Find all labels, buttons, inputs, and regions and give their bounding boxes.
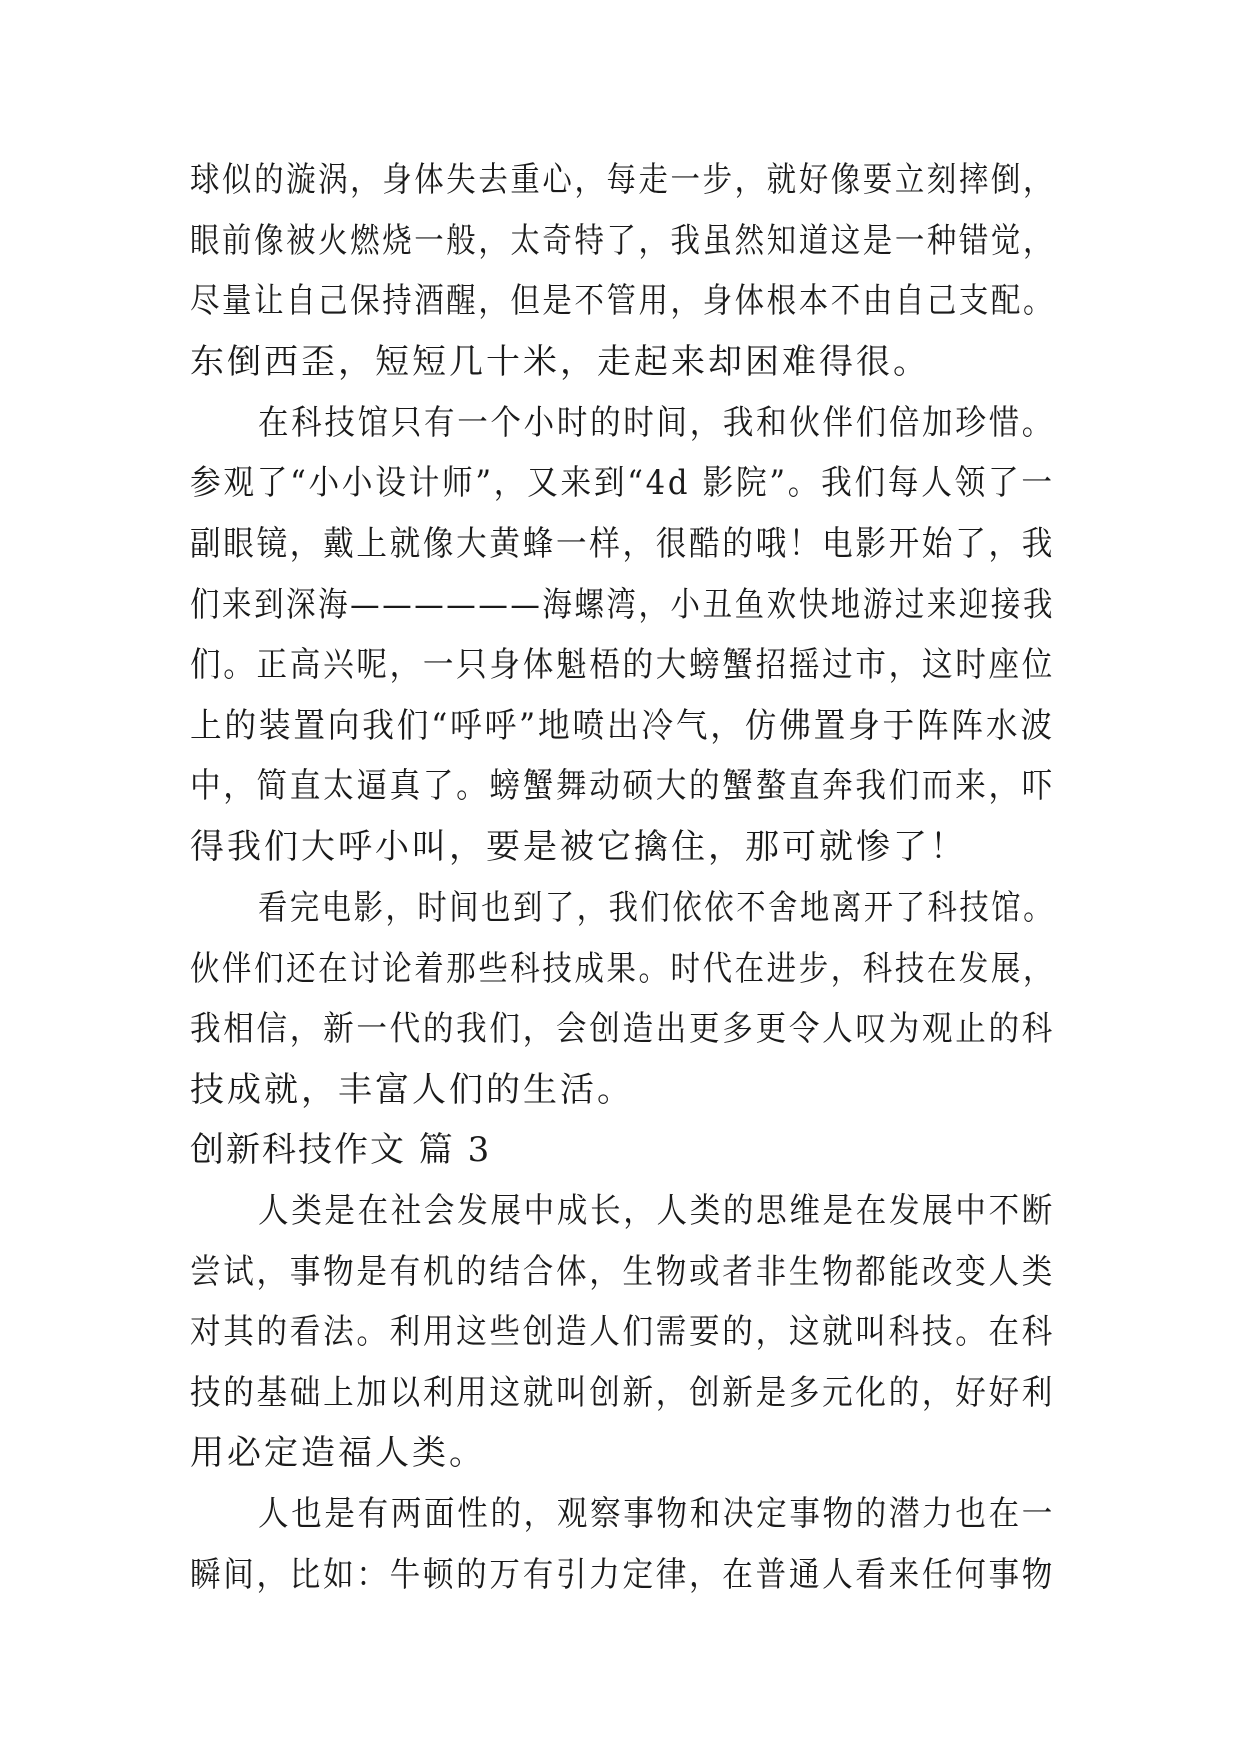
text-line: 眼前像被火燃烧一般，太奇特了，我虽然知道这是一种错觉， bbox=[190, 221, 1055, 261]
text-line: 尽量让自己保持酒醒，但是不管用，身体根本不由自己支配。 bbox=[190, 281, 1055, 321]
text-line: 得我们大呼小叫，要是被它擒住，那可就惨了！ bbox=[190, 827, 967, 867]
text-line: 用必定造福人类。 bbox=[190, 1433, 486, 1473]
text-line: 技成就，丰富人们的生活。 bbox=[190, 1070, 634, 1110]
text-line: 上的装置向我们“呼呼”地喷出冷气，仿佛置身于阵阵水波 bbox=[190, 706, 1055, 746]
text-line: 副眼镜，戴上就像大黄蜂一样，很酷的哦！电影开始了，我 bbox=[190, 524, 1055, 564]
paragraph-first-line: 在科技馆只有一个小时的时间，我和伙伴们倍加珍惜。 bbox=[258, 403, 1055, 443]
text-line: 中，简直太逼真了。螃蟹舞动硕大的蟹螯直奔我们而来，吓 bbox=[190, 766, 1055, 806]
text-line: 我相信，新一代的我们，会创造出更多更令人叹为观止的科 bbox=[190, 1009, 1055, 1049]
text-line: 对其的看法。利用这些创造人们需要的，这就叫科技。在科 bbox=[190, 1312, 1055, 1352]
text-line: 伙伴们还在讨论着那些科技成果。时代在进步，科技在发展， bbox=[190, 949, 1055, 989]
paragraph-first-line: 人也是有两面性的，观察事物和决定事物的潜力也在一 bbox=[258, 1494, 1055, 1534]
paragraph-first-line: 看完电影，时间也到了，我们依依不舍地离开了科技馆。 bbox=[258, 888, 1055, 928]
section-heading: 创新科技作文 篇 3 bbox=[190, 1130, 492, 1170]
text-line: 参观了“小小设计师”，又来到“4d 影院”。我们每人领了一 bbox=[190, 463, 1055, 503]
text-line: 们。正高兴呢，一只身体魁梧的大螃蟹招摇过市，这时座位 bbox=[190, 645, 1055, 685]
text-line: 尝试，事物是有机的结合体，生物或者非生物都能改变人类 bbox=[190, 1252, 1055, 1292]
text-line: 东倒西歪，短短几十米，走起来却困难得很。 bbox=[190, 342, 930, 382]
text-line: 技的基础上加以利用这就叫创新，创新是多元化的，好好利 bbox=[190, 1373, 1055, 1413]
text-line: 球似的漩涡，身体失去重心，每走一步，就好像要立刻摔倒， bbox=[190, 160, 1055, 200]
paragraph-first-line: 人类是在社会发展中成长，人类的思维是在发展中不断 bbox=[258, 1191, 1055, 1231]
text-line: 瞬间，比如：牛顿的万有引力定律，在普通人看来任何事物 bbox=[190, 1555, 1055, 1595]
text-line: 们来到深海——————海螺湾，小丑鱼欢快地游过来迎接我 bbox=[190, 585, 1055, 625]
